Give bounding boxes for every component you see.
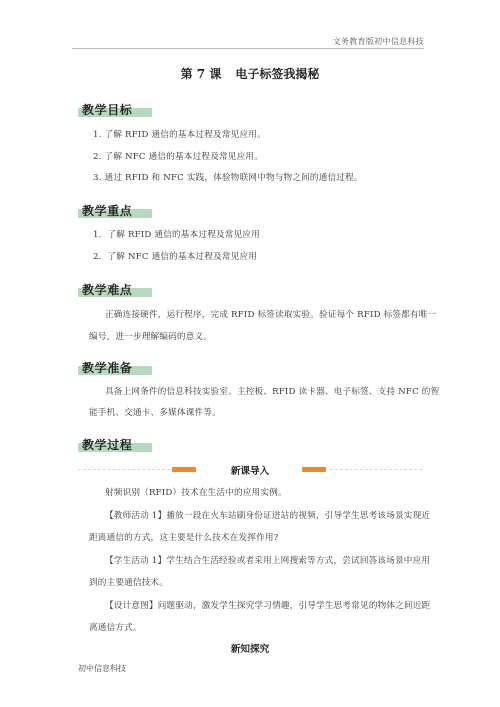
section-heading-process bbox=[78, 434, 132, 452]
subheading-explore: 新知探究 bbox=[230, 644, 270, 655]
process-line: 【设计意图】问题驱动，激发学生探究学习情趣，引导学生思考常见的物体之间近距 bbox=[105, 601, 431, 611]
process-line: 距离通信的方式，这主要是什么技术在发挥作用? bbox=[89, 533, 279, 543]
section-title: 教学准备 bbox=[82, 361, 133, 375]
process-line: 离通信方式。 bbox=[89, 623, 142, 633]
difficulty-line: 编号，进一步理解编码的意义。 bbox=[89, 332, 213, 342]
preparation-line: 能手机、交通卡、多媒体课件等。 bbox=[89, 408, 221, 418]
section-heading-objectives bbox=[78, 99, 132, 117]
process-line: 【学生活动 1】学生结合生活经验或者采用上网搜索等方式，尝试回答该场景中应用 bbox=[105, 556, 431, 566]
subheading-intro: 新课导入 bbox=[230, 466, 270, 477]
publisher-note: 文务教育版初中信息科技 bbox=[332, 37, 424, 46]
lesson-name: 电子标签我揭秘 bbox=[235, 67, 320, 81]
key-point-item: 1．了解 RFID 通信的基本过程及常见应用 bbox=[93, 230, 260, 240]
process-line: 到的主要通信技术。 bbox=[89, 578, 169, 588]
process-line: 【教师活动 1】播放一段在火车站刷身份证进站的视频，引导学生思考该场景实现近 bbox=[105, 511, 431, 521]
section-title: 教学重点 bbox=[82, 204, 133, 218]
objective-item: 3. 通过 RFID 和 NFC 实践，体验物联网中物与物之间的通信过程。 bbox=[93, 173, 363, 183]
divider-marker-right bbox=[302, 467, 326, 472]
section-heading-key-points bbox=[78, 200, 132, 218]
lesson-title bbox=[0, 65, 500, 82]
objective-item: 1. 了解 RFID 通信的基本过程及常见应用。 bbox=[93, 130, 266, 140]
key-point-item: 2．了解 NFC 通信的基本过程及常见应用 bbox=[93, 252, 258, 262]
section-title: 教学难点 bbox=[82, 283, 133, 297]
difficulty-line: 正确连接硬件，运行程序，完成 RFID 标签读取实验。验证每个 RFID 标签都有唯一 bbox=[105, 310, 437, 320]
footer-note: 初中信息科技 bbox=[78, 664, 126, 673]
preparation-line: 具备上网条件的信息科技实验室、主控板、RFID 读卡器、电子标签、支持 NFC 的智 bbox=[105, 387, 440, 397]
objective-item: 2. 了解 NFC 通信的基本过程及常见应用。 bbox=[93, 152, 263, 162]
section-heading-preparation bbox=[78, 357, 132, 375]
section-title: 教学目标 bbox=[82, 103, 133, 117]
header-rule bbox=[72, 48, 424, 49]
section-title: 教学过程 bbox=[82, 438, 133, 452]
process-line: 射频识别（RFID）技术在生活中的应用实例。 bbox=[105, 488, 287, 498]
section-heading-difficulties bbox=[78, 279, 132, 297]
divider-right bbox=[330, 469, 422, 471]
lesson-number: 第 7 课 bbox=[180, 67, 222, 81]
